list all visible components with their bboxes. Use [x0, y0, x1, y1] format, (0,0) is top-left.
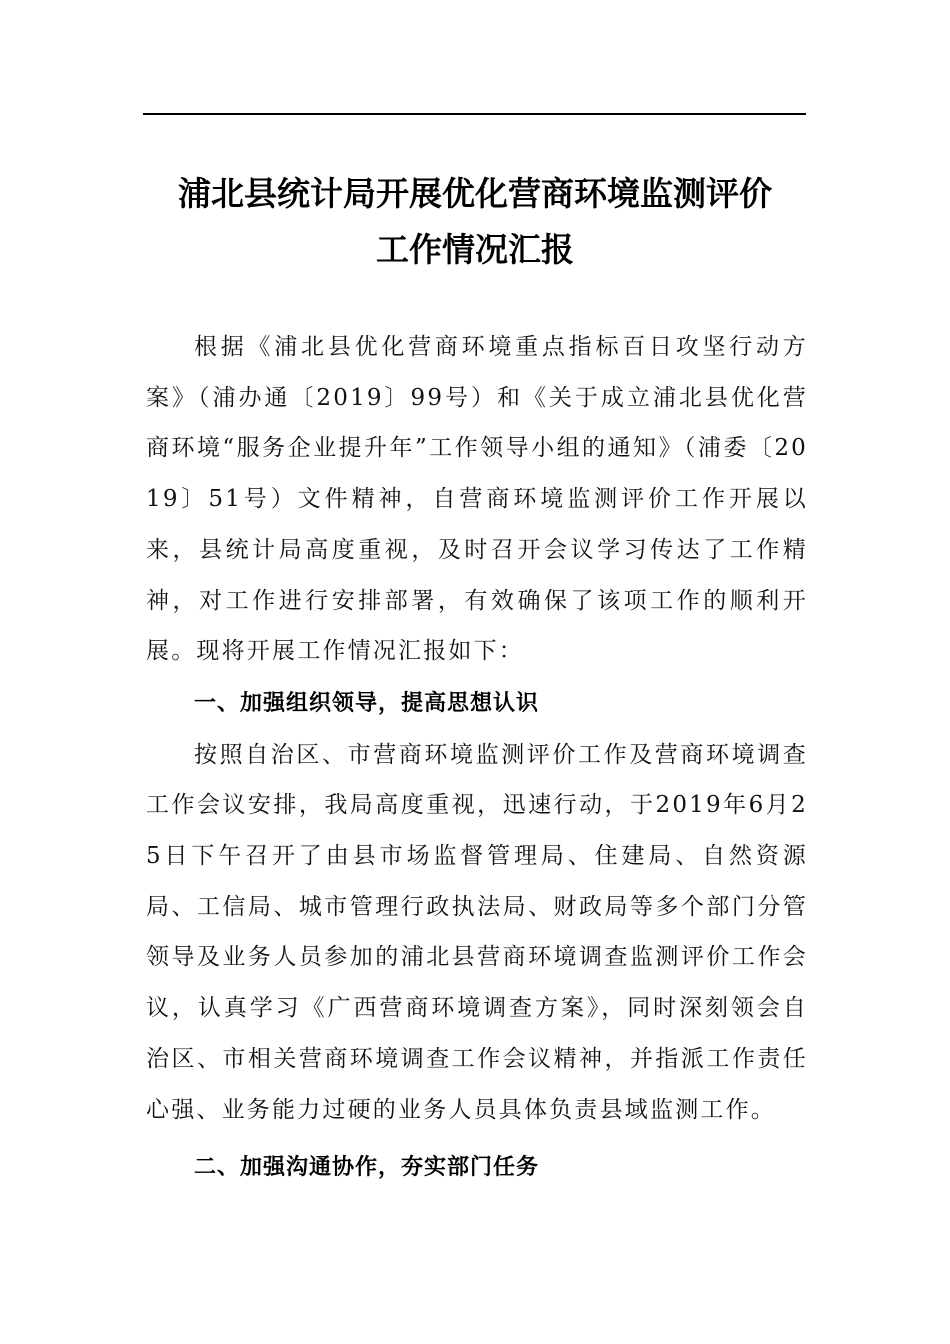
section-2-heading: 二、加强沟通协作，夯实部门任务: [194, 1155, 540, 1181]
section-1-paragraph: 按照自治区、市营商环境监测评价工作及营商环境调查工作会议安排，我局高度重视，迅速行动，于2019年6月25日下午召开了由县市场监督管理局、住建局、自然资源局、工信局、城市管理行政执法局、财政局等多个部门分管领导及业务人员参加的浦北县营商环境调查监测评价工作会议，认真学习《广西营商环境调查方案》，同时深刻领会自治区、市相关营商环境调查工作会议精神，并指派工作责任心强、业务能力过硬的业务人员具体负责县域监测工作。: [146, 741, 808, 1123]
section-1-heading: 一、加强组织领导，提高思想认识: [194, 690, 540, 716]
document-body: [146, 322, 808, 1194]
header-rule: [143, 113, 806, 115]
title-line-2: 工作情况汇报: [376, 230, 574, 269]
title-line-1: 浦北县统计局开展优化营商环境监测评价: [178, 174, 772, 213]
document-title: [120, 166, 830, 278]
intro-paragraph: 根据《浦北县优化营商环境重点指标百日攻坚行动方案》（浦办通〔2019〕99号）和《关于成立浦北县优化营商环境“服务企业提升年”工作领导小组的通知》（浦委〔2019〕51号）文件精神，自营商环境监测评价工作开展以来，县统计局高度重视，及时召开会议学习传达了工作精神，对工作进行安排部署，有效确保了该项工作的顺利开展。现将开展工作情况汇报如下：: [146, 334, 808, 665]
